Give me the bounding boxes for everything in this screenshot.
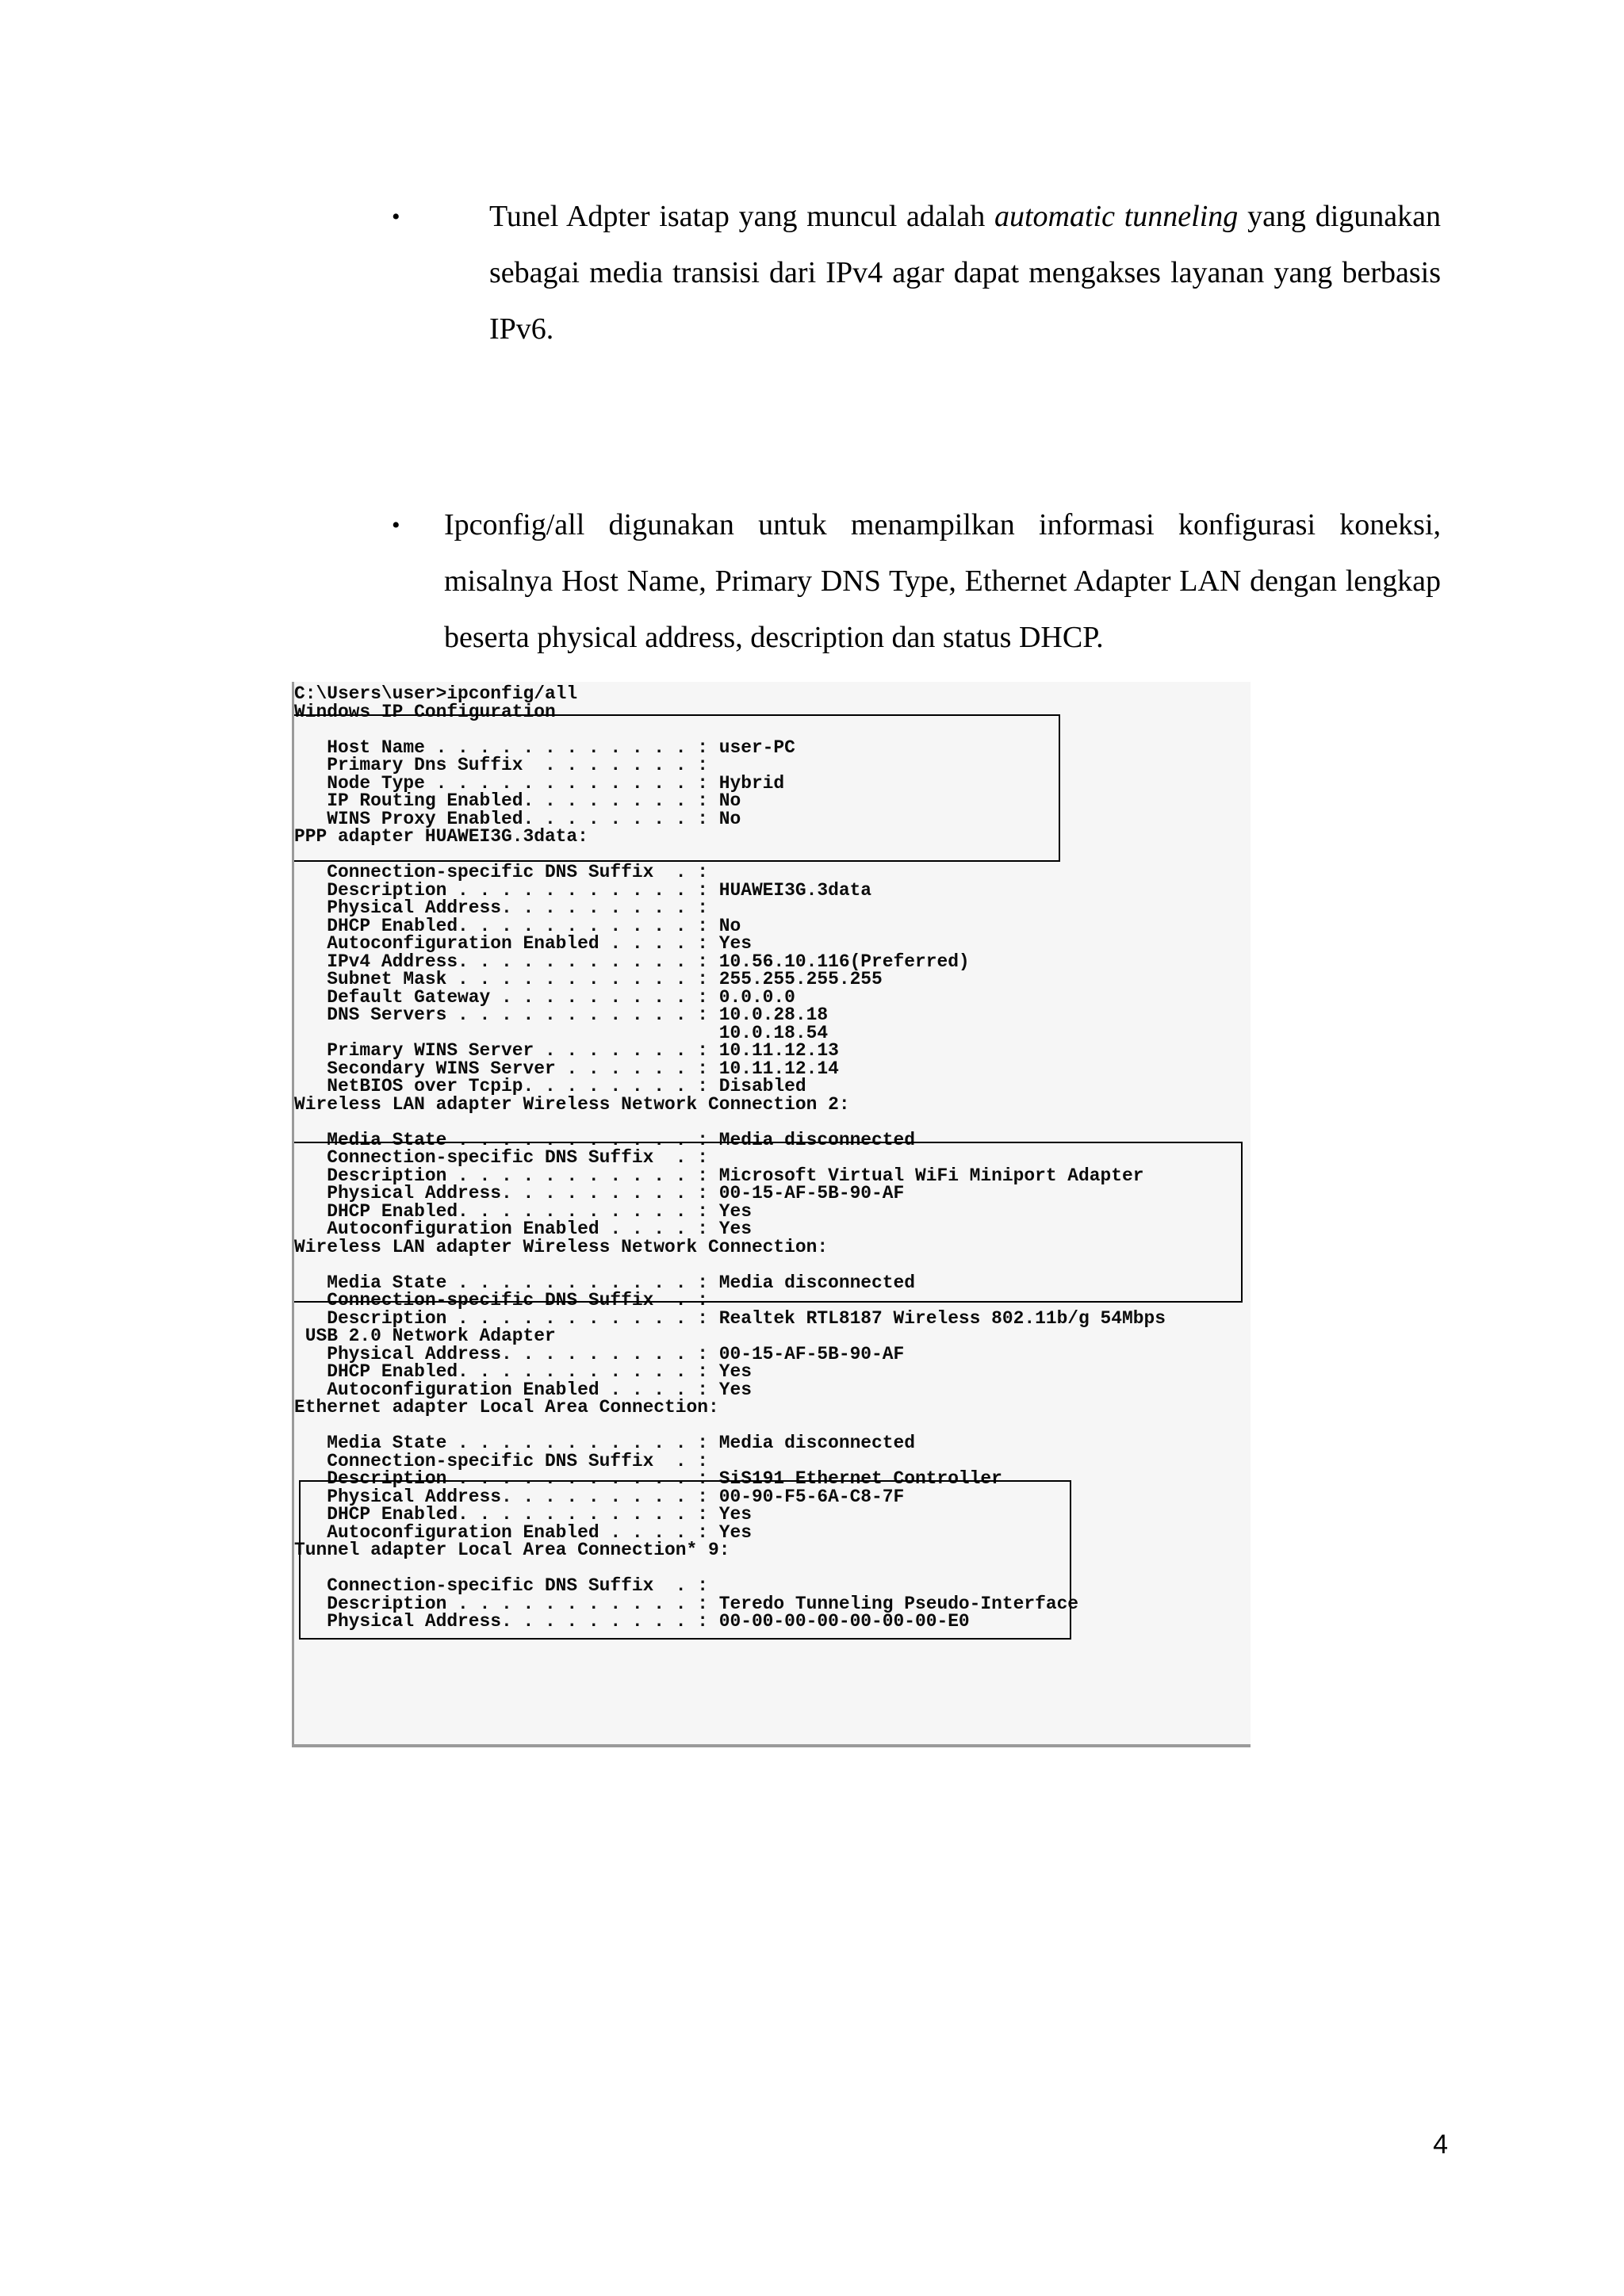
console-line: Media State . . . . . . . . . . . : Media disconnected [294, 1272, 915, 1293]
console-line: Physical Address. . . . . . . . . : 00-00-00-00-00-00-00-E0 [294, 1611, 970, 1632]
console-line: Ethernet adapter Local Area Connection: [294, 1397, 719, 1418]
console-line: USB 2.0 Network Adapter [294, 1326, 556, 1346]
console-line: IPv4 Address. . . . . . . . . . . : 10.56.10.116(Preferred) [294, 951, 970, 972]
ipconfig-console-screenshot [292, 682, 1251, 1747]
console-line: Description . . . . . . . . . . . : SiS191 Ethernet Controller [294, 1468, 1002, 1489]
console-line: Default Gateway . . . . . . . . . : 0.0.0.0 [294, 986, 795, 1008]
bullet-1: • [392, 204, 400, 230]
console-line: Connection-specific DNS Suffix . : [294, 1575, 708, 1596]
console-line: Physical Address. . . . . . . . . : 00-15-AF-5B-90-AF [294, 1343, 905, 1364]
console-line: DHCP Enabled. . . . . . . . . . . : Yes [294, 1504, 752, 1525]
paragraph-1-text-end: yang digunakan sebagai media transisi dari IPv4 agar dapat mengakses layanan yang berbasis IPv6. [489, 200, 1441, 346]
highlight-ethernet-adapter [299, 1480, 1071, 1640]
paragraph-2: Ipconfig/all digunakan untuk menampilkan informasi konfigurasi koneksi, misalnya Host Name, Primary DNS Type, Ethernet Adapter LAN dengan lengkap beserta physical address, description dan status DHCP. [444, 508, 1441, 654]
console-line: Connection-specific DNS Suffix . : [294, 1290, 708, 1311]
console-line: Autoconfiguration Enabled . . . . : Yes [294, 1219, 752, 1239]
bullet-2: • [392, 512, 400, 538]
console-line: DNS Servers . . . . . . . . . . . : 10.0.28.18 [294, 1004, 829, 1025]
console-line: PPP adapter HUAWEI3G.3data: [294, 826, 588, 847]
console-line: Media State . . . . . . . . . . . : Media disconnected [294, 1129, 915, 1150]
console-line: Autoconfiguration Enabled . . . . : Yes [294, 1379, 752, 1400]
console-line: Primary WINS Server . . . . . . . : 10.11.12.13 [294, 1040, 839, 1061]
console-line: Description . . . . . . . . . . . : Teredo Tunneling Pseudo-Interface [294, 1593, 1079, 1614]
console-line: Physical Address. . . . . . . . . : 00-90-F5-6A-C8-7F [294, 1486, 905, 1507]
console-line: Autoconfiguration Enabled . . . . : Yes [294, 933, 752, 954]
page-number: 4 [1433, 2130, 1448, 2160]
console-line: Windows IP Configuration [294, 701, 556, 722]
console-line: DHCP Enabled. . . . . . . . . . . : No [294, 915, 741, 936]
console-line: DHCP Enabled. . . . . . . . . . . : Yes [294, 1361, 752, 1382]
console-line: Tunnel adapter Local Area Connection* 9: [294, 1540, 730, 1560]
console-line: Connection-specific DNS Suffix . : [294, 1450, 708, 1471]
console-line: Connection-specific DNS Suffix . : [294, 1147, 708, 1168]
console-line: WINS Proxy Enabled. . . . . . . . : No [294, 808, 741, 829]
paragraph-1 [489, 189, 1441, 358]
console-line: NetBIOS over Tcpip. . . . . . . . : Disabled [294, 1076, 806, 1096]
console-line: Physical Address. . . . . . . . . : [294, 897, 708, 918]
console-line: Node Type . . . . . . . . . . . . : Hybrid [294, 772, 785, 794]
console-line: Autoconfiguration Enabled . . . . : Yes [294, 1521, 752, 1543]
console-line: Wireless LAN adapter Wireless Network Connection 2: [294, 1093, 850, 1115]
console-line: Subnet Mask . . . . . . . . . . . : 255.255.255.255 [294, 969, 883, 989]
console-line: Physical Address. . . . . . . . . : 00-15-AF-5B-90-AF [294, 1183, 905, 1203]
highlight-windows-ip-config [292, 714, 1060, 862]
console-line: IP Routing Enabled. . . . . . . . : No [294, 790, 741, 811]
console-line: DHCP Enabled. . . . . . . . . . . : Yes [294, 1200, 752, 1222]
console-line: Wireless LAN adapter Wireless Network Connection: [294, 1236, 829, 1257]
console-line: Description . . . . . . . . . . . : Microsoft Virtual WiFi Miniport Adapter [294, 1165, 1144, 1186]
console-line: Description . . . . . . . . . . . : HUAWEI3G.3data [294, 879, 872, 901]
paragraph-1-emphasis: automatic tunneling [994, 200, 1239, 233]
console-line: Connection-specific DNS Suffix . : [294, 862, 708, 882]
console-line: Media State . . . . . . . . . . . : Media disconnected [294, 1433, 915, 1453]
console-line: 10.0.18.54 [294, 1022, 829, 1043]
console-line: Description . . . . . . . . . . . : Realtek RTL8187 Wireless 802.11b/g 54Mbps [294, 1307, 1166, 1329]
console-line: C:\Users\user>ipconfig/all [294, 683, 578, 704]
console-line: Primary Dns Suffix . . . . . . . : [294, 755, 708, 775]
highlight-wireless-connection-2 [292, 1142, 1243, 1303]
paragraph-1-text-start: Tunel Adpter isatap yang muncul adalah [489, 200, 994, 233]
console-line: Host Name . . . . . . . . . . . . : user-PC [294, 737, 795, 758]
console-line: Secondary WINS Server . . . . . . : 10.11.12.14 [294, 1058, 839, 1079]
